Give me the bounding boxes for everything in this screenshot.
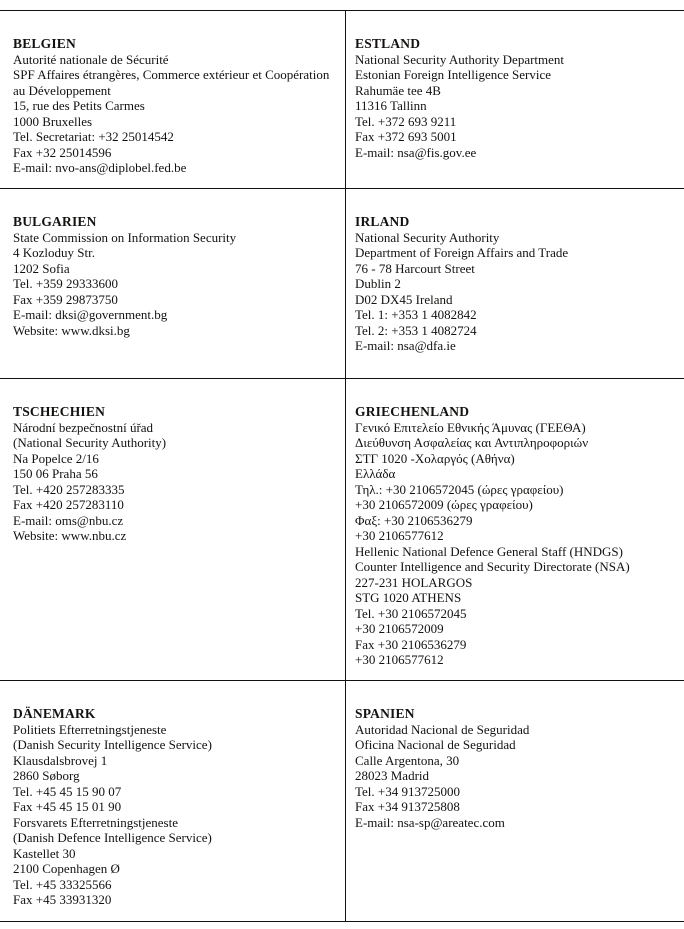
contact-line: 11316 Tallinn	[355, 98, 427, 113]
contact-line: 76 - 78 Harcourt Street	[355, 260, 475, 276]
contact-line: Kastellet 30	[13, 845, 76, 861]
contact-line: au Développement	[13, 82, 111, 98]
contact-cell-spanien	[345, 681, 684, 921]
contact-line: D02 DX45 Ireland	[355, 291, 453, 307]
contact-line: Fax +30 2106536279	[355, 636, 467, 652]
table-row-belgien-estland	[0, 11, 684, 189]
contact-line: 150 06 Praha 56	[13, 466, 98, 481]
country-heading-bulgarien: BULGARIEN	[13, 214, 97, 229]
contact-line: Διεύθυνση Ασφαλείας και Αντιπληροφοριών	[355, 435, 589, 450]
contact-line: 2860 Søborg	[13, 768, 80, 783]
table-row-tschechien-griechenland	[0, 379, 684, 681]
contact-table	[0, 10, 684, 922]
contact-line: Tel. +372 693 9211	[355, 113, 457, 129]
contact-line: STG 1020 ATHENS	[355, 590, 462, 605]
contact-line: Klausdalsbrovej 1	[13, 752, 108, 768]
contact-lines-tschechien	[13, 420, 339, 544]
country-heading-estland: ESTLAND	[355, 36, 421, 51]
contact-line: Tel. 1: +353 1 4082842	[355, 307, 477, 322]
contact-line: +30 2106577612	[355, 652, 444, 667]
contact-cell-daenemark	[0, 681, 345, 921]
contact-line: Politiets Efterretningstjeneste	[13, 721, 167, 737]
contact-cell-tschechien	[0, 379, 345, 680]
contact-line: Tel. +45 45 15 90 07	[13, 783, 122, 799]
country-heading-daenemark: DÄNEMARK	[13, 706, 96, 721]
contact-lines-daenemark	[13, 722, 339, 908]
contact-line: Autorité nationale de Sécurité	[13, 51, 169, 67]
contact-line: (Danish Defence Intelligence Service)	[13, 830, 212, 845]
contact-line: 2100 Copenhagen Ø	[13, 861, 120, 876]
contact-line: E-mail: nsa@dfa.ie	[355, 338, 456, 353]
contact-line: Tel. Secretariat: +32 25014542	[13, 129, 174, 144]
contact-line: Dublin 2	[355, 276, 401, 291]
contact-line: 1000 Bruxelles	[13, 113, 93, 129]
contact-lines-bulgarien	[13, 230, 339, 339]
contact-lines-belgien	[13, 52, 339, 176]
contact-line: SPF Affaires étrangères, Commerce extérieur et Coopération	[13, 67, 330, 82]
contact-cell-griechenland	[345, 379, 684, 680]
contact-line: Γενικό Επιτελείο Εθνικής Άμυνας (ΓΕΕΘΑ)	[355, 419, 586, 435]
contact-line: Fax +34 913725808	[355, 799, 460, 814]
country-heading-belgien: BELGIEN	[13, 36, 76, 51]
contact-line: Rahumäe tee 4B	[355, 82, 441, 98]
contact-line: Website: www.nbu.cz	[13, 528, 127, 543]
contact-line: 1202 Sofia	[13, 260, 70, 276]
contact-line: Fax +372 693 5001	[355, 129, 457, 144]
contact-line: Tel. +420 257283335	[13, 481, 125, 497]
contact-line: (National Security Authority)	[13, 435, 167, 450]
contact-line: (Danish Security Intelligence Service)	[13, 737, 212, 752]
contact-line: National Security Authority Department	[355, 51, 565, 67]
contact-line: +30 2106572009	[355, 621, 444, 636]
contact-lines-spanien	[355, 722, 680, 831]
contact-line: +30 2106577612	[355, 528, 444, 543]
contact-line: Tel. +30 2106572045	[355, 605, 467, 621]
contact-line: State Commission on Information Security	[13, 229, 237, 245]
contact-line: National Security Authority	[355, 229, 500, 245]
contact-lines-estland	[355, 52, 680, 161]
contact-cell-bulgarien	[0, 189, 345, 378]
contact-cell-irland	[345, 189, 684, 378]
contact-line: Národní bezpečnostní úřad	[13, 419, 154, 435]
contact-line: E-mail: nsa-sp@areatec.com	[355, 814, 505, 830]
contact-line: +30 2106572009 (ώρες γραφείου)	[355, 497, 533, 512]
contact-line: Fax +45 33931320	[13, 892, 112, 907]
contact-line: ΣΤΓ 1020 -Χολαργός (Αθήνα)	[355, 450, 515, 466]
contact-line: Na Popelce 2/16	[13, 450, 99, 466]
contact-cell-belgien	[0, 11, 345, 188]
contact-line: Forsvarets Efterretningstjeneste	[13, 814, 178, 830]
contact-line: Oficina Nacional de Seguridad	[355, 737, 516, 752]
contact-line: Website: www.dksi.bg	[13, 322, 130, 338]
contact-line: Fax +420 257283110	[13, 497, 124, 512]
contact-line: Tel. +34 913725000	[355, 783, 460, 799]
contact-line: Calle Argentona, 30	[355, 752, 460, 768]
contact-line: Autoridad Nacional de Seguridad	[355, 721, 530, 737]
contact-line: 227-231 HOLARGOS	[355, 574, 473, 590]
contact-line: E-mail: nvo-ans@diplobel.fed.be	[13, 160, 187, 175]
contact-line: E-mail: dksi@government.bg	[13, 307, 168, 322]
contact-line: Tel. +45 33325566	[13, 876, 112, 892]
contact-lines-griechenland	[355, 420, 680, 668]
contact-cell-estland	[345, 11, 684, 188]
table-row-daenemark-spanien	[0, 681, 684, 922]
contact-line: Hellenic National Defence General Staff (HNDGS)	[355, 543, 623, 559]
contact-line: Counter Intelligence and Security Directorate (NSA)	[355, 559, 630, 574]
contact-line: E-mail: nsa@fis.gov.ee	[355, 144, 477, 160]
contact-line: Τηλ.: +30 2106572045 (ώρες γραφείου)	[355, 481, 564, 497]
contact-line: E-mail: oms@nbu.cz	[13, 512, 124, 528]
contact-line: Estonian Foreign Intelligence Service	[355, 67, 552, 82]
contact-line: Ελλάδα	[355, 466, 396, 481]
contact-line: 4 Kozloduy Str.	[13, 245, 95, 260]
country-heading-griechenland: GRIECHENLAND	[355, 404, 470, 419]
country-heading-irland: IRLAND	[355, 214, 410, 229]
contact-line: Department of Foreign Affairs and Trade	[355, 245, 569, 260]
contact-line: Fax +32 25014596	[13, 144, 112, 160]
contact-line: 15, rue des Petits Carmes	[13, 98, 145, 113]
contact-line: 28023 Madrid	[355, 768, 430, 783]
contact-line: Φαξ: +30 2106536279	[355, 512, 473, 528]
contact-lines-irland	[355, 230, 680, 354]
contact-line: Tel. 2: +353 1 4082724	[355, 322, 477, 338]
table-row-bulgarien-irland	[0, 189, 684, 379]
contact-line: Fax +45 45 15 01 90	[13, 799, 122, 814]
country-heading-spanien: SPANIEN	[355, 706, 415, 721]
contact-line: Tel. +359 29333600	[13, 276, 118, 291]
country-heading-tschechien: TSCHECHIEN	[13, 404, 106, 419]
contact-line: Fax +359 29873750	[13, 291, 118, 307]
